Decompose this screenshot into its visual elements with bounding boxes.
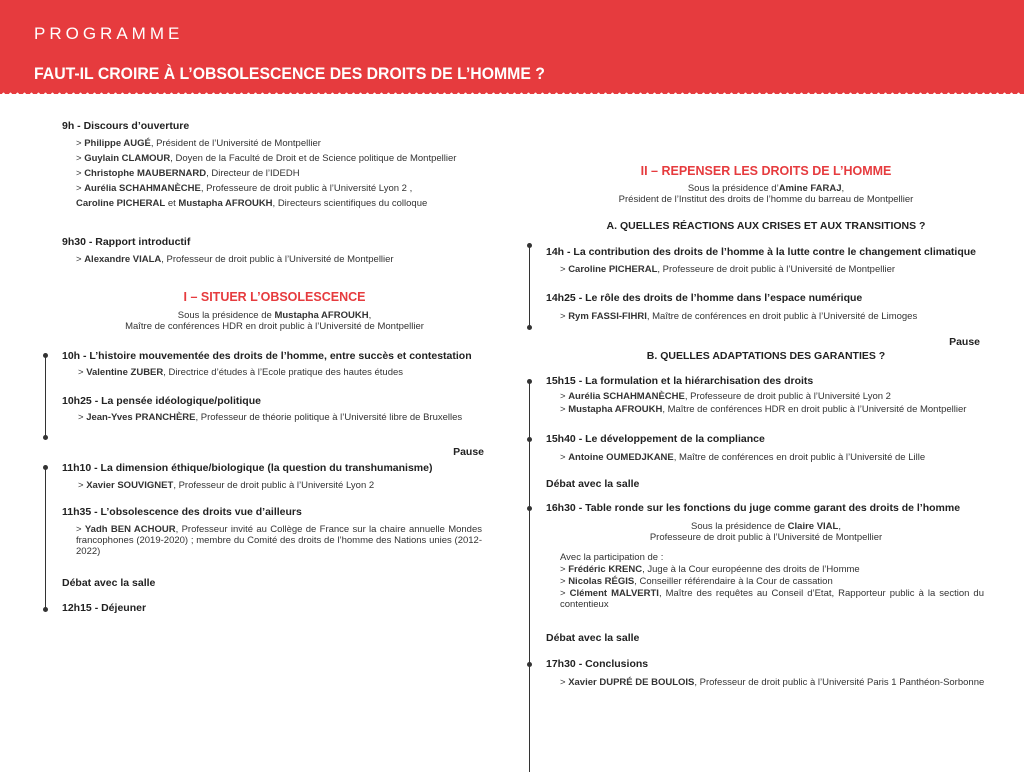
- timeline-dot: [527, 662, 532, 667]
- participation-label: Avec la participation de :: [560, 552, 664, 563]
- speaker: > Frédéric KRENC, Juge à la Cour européenne des droits de l’Homme: [560, 564, 860, 575]
- speaker: > Alexandre VIALA, Professeur de droit public à l’Université de Montpellier: [76, 254, 394, 265]
- talk-heading: 10h25 - La pensée idéologique/politique: [62, 395, 261, 407]
- timeline-dot: [43, 465, 48, 470]
- pause-label: Pause: [949, 336, 980, 348]
- talk-block: [546, 375, 986, 416]
- timeline-rail: [529, 244, 530, 328]
- timeline-dot: [527, 243, 532, 248]
- speaker: > Yadh BEN ACHOUR, Professeur invité au Collège de France sur la chaire annuelle Mondes francophones (2019-2020) ; membre du Comité des droits de l’homme des Nations unies (2012-2022): [76, 524, 483, 557]
- speaker: > Xavier DUPRÉ DE BOULOIS, Professeur de droit public à l’Université Paris 1 Panthéon-Sorbonne: [560, 677, 985, 688]
- section-two-presidence: Sous la présidence d’Amine FARAJ, Président de l’Institut des droits de l’homme du barreau de Montpellier: [618, 183, 914, 205]
- talk-heading: 11h35 - L’obsolescence des droits vue d’ailleurs: [62, 506, 302, 518]
- talk-block: [546, 246, 986, 277]
- talk-block: [546, 433, 986, 465]
- talk-heading: 10h - L’histoire mouvementée des droits de l’homme, entre succès et contestation: [62, 350, 472, 362]
- talk-block: [546, 292, 986, 324]
- speaker: > Guylain CLAMOUR, Doyen de la Faculté de Droit et de Science politique de Montpellier: [76, 153, 457, 164]
- speaker: > Aurélia SCHAHMANÈCHE, Professeure de droit public à l’Université Lyon 2 ,: [76, 183, 413, 194]
- timeline-dot: [43, 353, 48, 358]
- speaker: Caroline PICHERAL et Mustapha AFROUKH, Directeurs scientifiques du colloque: [76, 198, 428, 209]
- talk-heading: 15h15 - La formulation et la hiérarchisation des droits: [546, 375, 814, 387]
- section-one-title: I – SITUER L’OBSOLESCENCE: [183, 290, 366, 304]
- speaker: > Philippe AUGÉ, Président de l’Université de Montpellier: [76, 138, 321, 149]
- timeline-rail: [45, 466, 46, 610]
- speaker: > Clément MALVERTI, Maître des requêtes au Conseil d’Etat, Rapporteur public à la section du contentieux: [560, 588, 984, 610]
- talk-heading: 11h10 - La dimension éthique/biologique (la question du transhumanisme): [62, 462, 433, 474]
- debate-label: Débat avec la salle: [546, 478, 640, 490]
- talk-block: [62, 462, 487, 493]
- header-banner: [0, 0, 1024, 94]
- programme-label: PROGRAMME: [34, 24, 184, 43]
- roundtable-block: [546, 502, 986, 610]
- talk-heading: 14h25 - Le rôle des droits de l’homme dans l’espace numérique: [546, 292, 863, 304]
- subsection-a-title: A. QUELLES RÉACTIONS AUX CRISES ET AUX TRANSITIONS ?: [606, 220, 926, 232]
- opening-block: [62, 120, 487, 211]
- timeline-dot: [43, 435, 48, 440]
- speaker: > Christophe MAUBERNARD, Directeur de l’IDEDH: [76, 168, 300, 179]
- timeline-dot: [43, 607, 48, 612]
- speaker: > Antoine OUMEDJKANE, Maître de conférences en droit public à l’Université de Lille: [560, 452, 926, 463]
- timeline-dot: [527, 506, 532, 511]
- lunch-label: 12h15 - Déjeuner: [62, 602, 147, 614]
- dotted-divider: [0, 91, 1024, 97]
- timeline-rail: [45, 354, 46, 438]
- talk-block: [62, 350, 487, 380]
- debate-label: Débat avec la salle: [62, 577, 156, 589]
- timeline-dot: [527, 437, 532, 442]
- roundtable-presidence: Sous la présidence de Claire VIAL, Professeure de droit public à l’Université de Montpellier: [649, 521, 883, 543]
- talk-heading: 15h40 - Le développement de la compliance: [546, 433, 765, 445]
- intro-heading: 9h30 - Rapport introductif: [62, 236, 191, 248]
- speaker: > Aurélia SCHAHMANÈCHE, Professeure de droit public à l’Université Lyon 2: [560, 391, 891, 402]
- speaker: > Rym FASSI-FIHRI, Maître de conférences en droit public à l’Université de Limoges: [560, 311, 918, 322]
- section-one: [62, 290, 487, 332]
- left-column: [62, 110, 487, 630]
- debate-label: Débat avec la salle: [546, 632, 640, 644]
- section-two: [546, 164, 986, 205]
- talk-heading: 17h30 - Conclusions: [546, 658, 649, 670]
- talk-block: [546, 658, 986, 690]
- right-column: [546, 110, 986, 710]
- talk-heading: 14h - La contribution des droits de l’homme à la lutte contre le changement climatique: [546, 246, 976, 258]
- speaker: > Nicolas RÉGIS, Conseiller référendaire à la Cour de cassation: [560, 576, 833, 587]
- talk-heading: 16h30 - Table ronde sur les fonctions du juge comme garant des droits de l’homme: [546, 502, 961, 514]
- section-one-presidence: Sous la présidence de Mustapha AFROUKH, Maître de conférences HDR en droit public à l’Université de Montpellier: [125, 310, 424, 332]
- page-title: FAUT-IL CROIRE À L’OBSOLESCENCE DES DROITS DE L’HOMME ?: [34, 64, 545, 83]
- intro-block: [62, 236, 487, 267]
- opening-heading: 9h - Discours d’ouverture: [62, 120, 190, 132]
- speaker: > Jean-Yves PRANCHÈRE, Professeur de théorie politique à l’Université libre de Bruxelles: [78, 412, 463, 423]
- speaker: > Caroline PICHERAL, Professeure de droit public à l’Université de Montpellier: [560, 264, 896, 275]
- subsection-b-title: B. QUELLES ADAPTATIONS DES GARANTIES ?: [646, 350, 886, 362]
- pause-label: Pause: [453, 446, 484, 458]
- timeline-dot: [527, 325, 532, 330]
- speaker: > Xavier SOUVIGNET, Professeur de droit public à l’Université Lyon 2: [78, 480, 375, 491]
- section-two-title: II – REPENSER LES DROITS DE L’HOMME: [640, 164, 892, 178]
- speaker: > Valentine ZUBER, Directrice d’études à l’Ecole pratique des hautes études: [78, 367, 404, 378]
- talk-block: [62, 395, 487, 425]
- talk-block: [62, 506, 487, 557]
- timeline-dot: [527, 379, 532, 384]
- speaker: > Mustapha AFROUKH, Maître de conférences HDR en droit public à l’Université de Montpellier: [560, 404, 967, 415]
